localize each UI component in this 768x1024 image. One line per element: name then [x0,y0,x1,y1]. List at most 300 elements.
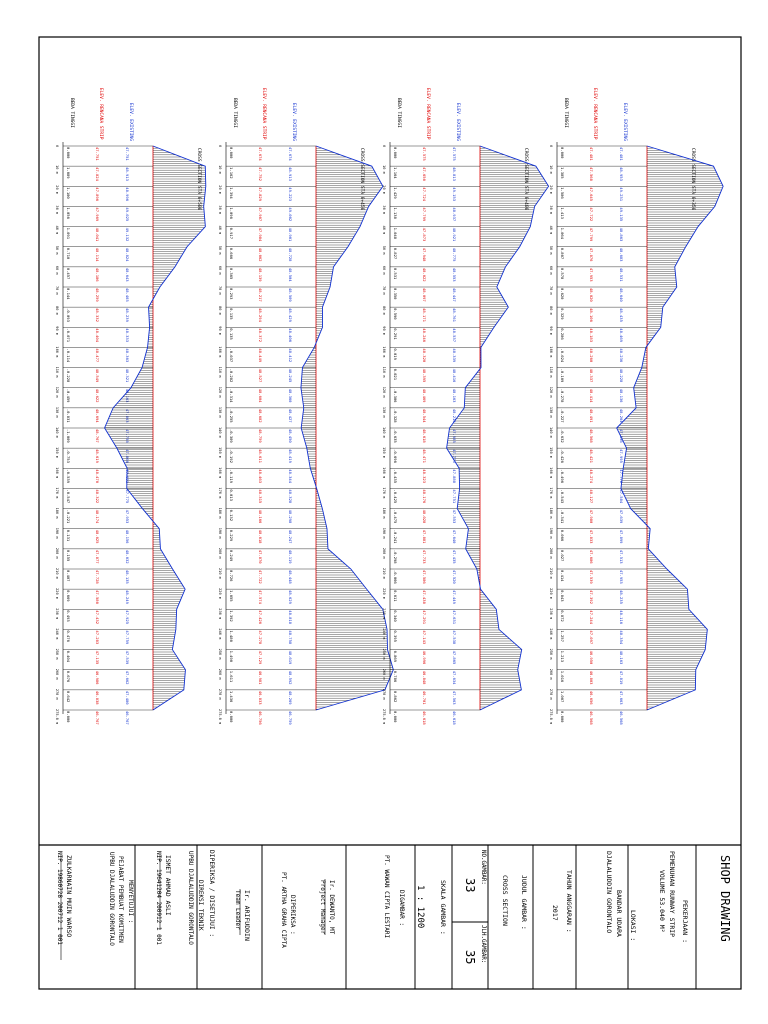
beda-tinggi-value: -0.459 [66,388,71,403]
beda-tinggi-value: 0.590 [393,308,398,320]
no-gambar-value: 33 [463,878,477,893]
elev-rencana-value: 48.020 [589,288,594,302]
shop-drawing-title: SHOP DRAWING [718,855,732,942]
station-offset: 210 m [549,568,553,579]
elev-existing-value: 47.983 [452,429,457,443]
beda-tinggi-value: 0.807 [560,247,565,260]
jlh-gambar-label: JLH.GAMBAR: [480,925,486,964]
elev-rencana-value: 48.622 [95,388,100,403]
elev-rencana-value: 47.392 [589,590,594,604]
elev-existing-value: 47.775 [125,489,130,504]
elev-rencana-value: 48.315 [258,489,263,504]
station-offset: 30 m [549,205,553,215]
beda-tinggi-value: -0.282 [229,368,234,383]
elev-rencana-value: 48.323 [422,469,427,484]
station-offset: 80 m [218,306,222,315]
elev-rencana-value: 46.756 [258,711,263,725]
elev-rencana-value: 48.568 [589,429,594,443]
elev-rencana-value: 46.848 [422,670,427,685]
section-title: CROSS SECTION STA 0+400 [523,148,528,211]
elev-existing-value: 48.504 [288,267,293,282]
elev-rencana-value: 47.833 [589,529,594,544]
elev-existing-value: 47.775 [452,449,457,463]
elev-existing-value: 48.416 [452,368,457,383]
elev-existing-value: 48.403 [125,288,130,302]
elev-existing-value: 48.447 [452,288,457,302]
beda-tinggi-value: 0.407 [66,570,71,582]
elev-rencana-value: 48.470 [95,469,100,484]
jlh-gambar-value: 35 [463,950,477,965]
beda-tinggi-value: -0.298 [393,549,398,564]
beda-tinggi-header: BEDA TINGGI [69,98,74,128]
elev-rencana-value: 47.135 [95,650,100,665]
station-offset: 180 m [55,507,59,519]
elev-existing-value: 46.759 [288,711,293,725]
station-offset: 260 m [55,668,59,680]
beda-tinggi-value: 1.016 [560,670,565,683]
beda-tinggi-value: -0.066 [393,570,398,584]
station-offset: 60 m [549,265,553,275]
digambar-label: DIGAMBAR : [398,890,405,927]
elev-rencana-value: 48.404 [95,328,100,343]
station-offset: 0 [55,145,59,148]
elev-existing-value: 48.298 [288,509,293,524]
elev-existing-value: 47.863 [125,408,130,423]
station-offset: 60 m [55,265,59,275]
beda-tinggi-value: 0.000 [560,147,565,159]
elev-rencana-value: 48.260 [589,348,594,363]
beda-tinggi-value: -0.037 [229,348,234,363]
elev-rencana-value: 48.322 [95,489,100,504]
tahun-label: TAHUN ANGGARAN : [565,870,573,933]
station-offset: 240 m [549,628,553,640]
elev-rencana-value: 47.824 [95,167,100,181]
beda-tinggi-value: 0.000 [229,147,234,159]
cross-section-2 [382,88,549,725]
elev-rencana-value: 46.767 [95,711,100,725]
beda-tinggi-value: 0.531 [393,267,398,280]
elev-existing-value: 48.119 [288,549,293,564]
beda-tinggi-value: 1.007 [560,690,565,703]
beda-tinggi-value: 0.786 [393,670,398,683]
cut-fill-hatching [447,146,548,709]
elev-existing-value: 47.639 [619,509,624,524]
station-offset: 90 m [382,326,386,335]
elev-rencana-value: 47.575 [422,147,427,161]
beda-tinggi-value: 1.429 [393,187,398,199]
station-offset: 150 m [382,447,386,458]
beda-tinggi-value: -0.547 [66,489,71,504]
station-offset: 250 m [382,648,386,660]
beda-tinggi-value: 1.055 [229,590,234,602]
beda-tinggi-value: 0.293 [229,288,234,300]
beda-tinggi-value: 0.286 [560,328,565,340]
elev-existing-value: 47.435 [452,549,457,564]
beda-tinggi-value: 1.385 [560,167,565,179]
station-offset: 220 m [382,588,386,599]
elev-rencana-value: 46.950 [589,650,594,665]
no-gambar-label: NO.GAMBAR: [480,850,486,885]
station-offset: 160 m [218,467,222,479]
elev-existing-value: 48.643 [125,267,130,282]
station-offset: 250 m [549,648,553,660]
elev-rencana-value: 47.829 [258,187,263,202]
station-offset: 170 m [382,487,386,499]
elev-existing-value: 48.247 [288,529,293,544]
lokasi-line2: DJALALUDDIN GORONTALO [605,851,613,934]
beda-tinggi-value: 1.394 [229,187,234,199]
elev-existing-value: 49.135 [619,207,624,222]
beda-tinggi-value: 1.490 [229,650,234,663]
beda-tinggi-value: 0.000 [66,711,71,723]
elev-rencana-value: 46.568 [589,711,594,725]
beda-tinggi-value: 0.666 [229,247,234,260]
station-offset: 110 m [218,366,222,378]
station-offset: 40 m [55,225,59,235]
elev-rencana-value: 48.174 [95,509,100,524]
disetujui-line2: UPBU DJALALUDDIN GORONTALO [187,851,194,945]
beda-tinggi-value: 0.144 [66,288,71,300]
elev-existing-value: 47.563 [452,690,457,705]
elev-existing-value: 48.640 [619,288,624,302]
elev-existing-value: 47.759 [125,630,130,645]
station-offset: 100 m [549,346,553,358]
elev-existing-value: 48.328 [288,489,293,504]
asli-nip: NIP. 19641204 200912 1 001 [155,851,162,945]
elev-rencana-value: 48.259 [95,288,100,302]
elev-rencana-value: 47.686 [589,549,594,564]
beda-tinggi-value: 1.164 [393,167,398,179]
judul-value: CROSS SECTION [501,875,509,926]
elev-rencana-value: 48.471 [422,449,427,463]
beda-tinggi-value: -0.221 [66,509,71,524]
elev-existing-value: 46.568 [619,711,624,725]
beda-tinggi-value: 1.257 [560,630,565,642]
beda-tinggi-value: 1.213 [560,650,565,663]
elev-existing-value: 47.631 [452,610,457,625]
elev-rencana-value: 47.876 [589,247,594,262]
elev-existing-value: 47.584 [619,489,624,504]
lokasi-line1: BANDAR UDARA [615,890,623,937]
beda-tinggi-value: 0.249 [229,549,234,562]
station-offset: 150 m [55,447,59,458]
beda-tinggi-value: 1.091 [66,227,71,240]
beda-tinggi-value: 0.843 [560,590,565,602]
elev-existing-value: 48.321 [125,368,130,383]
tahun-value: 2017 [551,905,559,921]
beda-tinggi-value: 1.096 [229,207,234,219]
elev-rencana-value: 47.752 [258,167,263,181]
elev-rencana-header: ELEV. RENCANA STRIP [425,88,430,140]
elev-existing-value: 48.775 [452,247,457,262]
cross-section-3 [549,88,723,725]
station-offset: 260 m [382,668,386,680]
elev-existing-value: 47.925 [125,610,130,625]
elev-rencana-value: 48.544 [422,408,427,423]
station-offset: 70 m [55,286,59,295]
station-offset: 10 m [218,165,222,174]
station-offset: 20 m [55,185,59,194]
beda-tinggi-value: -0.341 [560,509,565,524]
elev-rencana-value: 47.129 [258,650,263,665]
elev-rencana-value: 47.907 [258,207,263,222]
elev-rencana-value: 47.481 [589,147,594,161]
elev-existing-value: 47.751 [125,147,130,161]
elev-existing-value: 47.995 [619,449,624,463]
beda-tinggi-value: 0.676 [66,670,71,683]
station-offset: 210 m [218,568,222,579]
elev-existing-value: 48.953 [619,167,624,181]
elev-rencana-value: 46.981 [258,670,263,685]
station-offset: 90 m [549,326,553,335]
beda-tinggi-value: -0.475 [393,509,398,524]
elev-existing-value: 48.448 [288,570,293,584]
station-offset: 250 m [55,648,59,660]
elev-rencana-value: 48.025 [95,529,100,544]
elev-rencana-value: 46.986 [95,670,100,685]
station-offset: 110 m [55,366,59,378]
elev-existing-value: 48.937 [452,207,457,222]
elev-existing-value: 47.888 [452,469,457,484]
beda-tinggi-value: 0.135 [229,308,234,320]
beda-tinggi-value: -1.009 [66,429,71,443]
elev-existing-value: 48.450 [288,429,293,443]
beda-tinggi-value: -0.496 [560,469,565,484]
elev-existing-value: 47.866 [125,449,130,463]
station-offset: 170 m [549,487,553,499]
beda-tinggi-value: -0.192 [229,449,234,463]
elev-rencana-value: 47.291 [422,610,427,625]
beda-tinggi-header: BEDA TINGGI [232,98,237,128]
elev-existing-value: 48.339 [452,348,457,363]
beda-tinggi-value: -0.119 [229,469,234,484]
station-offset: 200 m [382,547,386,559]
elev-existing-value: 47.674 [288,147,293,161]
elev-rencana-value: 46.803 [589,670,594,685]
elev-existing-value: 48.913 [125,167,130,181]
elev-existing-value: 48.363 [125,348,130,363]
elev-rencana-value: 48.611 [258,449,263,463]
disetujui-line1: DIREKSI TEKNIK [197,880,204,931]
station-offset: 100 m [218,346,222,358]
station-offset: 40 m [549,225,553,235]
elev-rencana-value: 47.733 [422,549,427,564]
elev-rencana-value: 48.127 [589,489,594,504]
station-offset: 50 m [55,245,59,255]
elev-rencana-value: 48.332 [95,308,100,322]
elev-rencana-value: 47.574 [258,590,263,604]
elev-rencana-value: 47.568 [589,167,594,181]
station-offset: 0 [549,145,553,148]
beda-tinggi-value: 0.291 [393,328,398,340]
elev-existing-value: 47.481 [619,147,624,161]
station-offset: 150 m [218,447,222,458]
station-offset: 80 m [382,306,386,315]
elev-rencana-value: 47.948 [422,247,427,262]
titleblock-text [56,850,732,964]
elev-existing-value: 48.818 [288,610,293,625]
asli-name: ISMET AHMAD ASLI [164,855,171,916]
disetujui-label: DIPERIKSA / DISETUJUI : [208,850,215,938]
elev-rencana-value: 47.244 [589,610,594,625]
cross-section-0 [55,88,206,725]
beda-tinggi-value: -0.278 [560,388,565,403]
elev-rencana-value: 48.097 [422,288,427,302]
elev-existing-value: 48.236 [619,348,624,363]
beda-tinggi-value: -0.071 [66,328,71,343]
elev-existing-value: 48.163 [619,650,624,665]
beda-tinggi-value: 0.476 [66,630,71,642]
elev-existing-header: ELEV. EXISTING [455,103,460,141]
elev-existing-value: 48.683 [619,247,624,262]
station-offset: 190 m [549,527,553,539]
pm-role: Project Manager [319,880,326,935]
elev-existing-value: 48.269 [288,690,293,705]
elev-existing-value: 48.758 [288,630,293,645]
elev-rencana-value: 48.395 [422,368,427,383]
beda-tinggi-value: -0.241 [393,529,398,544]
beda-tinggi-value: -0.314 [229,388,234,403]
elev-rencana-value: 48.028 [422,509,427,524]
station-offset: 190 m [55,527,59,539]
station-offset: 60 m [382,265,386,275]
elev-rencana-value: 48.759 [258,429,263,443]
elev-rencana-value: 48.041 [95,227,100,242]
elev-rencana-value: 48.246 [422,328,427,343]
station-offset: 190 m [382,527,386,539]
station-offset: 130 m [549,406,553,418]
elev-rencana-value: 47.799 [589,227,594,242]
elev-existing-value: 48.264 [619,408,624,423]
elev-existing-value: 48.509 [288,288,293,302]
elev-existing-value: 47.513 [619,549,624,564]
elev-rencana-value: 48.604 [258,388,263,403]
beda-tinggi-value: -0.309 [229,429,234,443]
beda-tinggi-value: 0.000 [393,711,398,723]
elev-existing-value: 48.427 [288,408,293,423]
elev-rencana-value: 47.278 [258,630,263,645]
elev-rencana-value: 47.283 [95,630,100,645]
beda-tinggi-value: 0.021 [393,368,398,381]
beda-tinggi-value: 0.710 [66,247,71,260]
station-offset: 230 m [382,608,386,620]
beda-tinggi-value: -0.306 [393,388,398,403]
zulkarnain-nip: NIP. 19860728 200712 1 001 [56,851,63,945]
elev-rencana-value: 47.877 [95,549,100,564]
elev-rencana-value: 47.586 [422,570,427,584]
elev-existing-value: 48.863 [619,227,624,242]
elev-existing-value: 48.360 [288,388,293,403]
elev-existing-value: 47.449 [452,590,457,604]
beda-tinggi-value: 1.611 [229,670,234,683]
elev-existing-value: 49.132 [125,227,130,242]
station-offset: 180 m [218,507,222,519]
elev-existing-value: 48.163 [452,388,457,403]
station-offset: 20 m [382,185,386,194]
station-offset: 220 m [549,588,553,599]
elev-rencana-value: 47.751 [95,147,100,161]
station-offset: 70 m [549,286,553,295]
pm-name: Ir. DEWANTO, MT [328,880,335,935]
beda-tinggi-value: -0.024 [560,348,565,363]
station-offset: 190 m [218,527,222,539]
elev-existing-value: 48.116 [619,610,624,625]
elev-rencana-value: 47.969 [95,207,100,222]
elev-rencana-value: 48.294 [258,308,263,322]
station-offset: 270 m [382,688,386,700]
elev-existing-value: 47.819 [619,670,624,685]
elev-existing-value: 48.531 [619,267,624,282]
beda-tinggi-value: -0.109 [560,368,565,383]
elev-rencana-value: 47.881 [422,529,427,544]
beda-tinggi-value: 0.395 [393,630,398,642]
station-offset: 100 m [55,346,59,358]
elev-existing-value: 47.953 [125,509,130,524]
station-offset: 120 m [55,386,59,398]
elev-existing-value: 48.245 [288,368,293,383]
elev-rencana-value: 47.870 [258,549,263,564]
beda-tinggi-value: -0.435 [393,469,398,484]
elev-rencana-value: 48.139 [258,267,263,282]
station-offset: 140 m [218,427,222,438]
elev-existing-value: 47.758 [125,429,130,443]
elev-existing-value: 48.344 [288,469,293,484]
beda-tinggi-value: 0.872 [560,610,565,622]
zulkarnain-name: ZULKARNAIN MUIN WARSO [65,855,73,938]
station-offset: 170 m [218,487,222,499]
station-offset: 10 m [382,165,386,174]
elev-rencana-value: 47.432 [95,610,100,625]
cut-fill-hatching [105,146,206,709]
station-offset: 50 m [382,245,386,255]
elev-rencana-value: 48.491 [589,408,594,423]
beda-tinggi-value: -0.227 [560,408,565,423]
elev-existing-value: 48.333 [125,328,130,343]
beda-tinggi-value: -0.543 [560,489,565,504]
menyetujui-line2: UPBU DJALALUDDIN GORONTALO [108,852,115,946]
station-offset: 30 m [382,205,386,215]
station-offset: 275.8 m [549,709,553,725]
beda-tinggi-value: 0.000 [66,147,71,159]
elev-existing-value: 48.469 [619,328,624,343]
elev-existing-value: 47.662 [125,670,130,685]
station-offset: 230 m [549,608,553,620]
elev-rencana-value: 48.463 [258,469,263,484]
station-offset: 270 m [549,688,553,700]
beda-tinggi-value: -0.114 [66,348,71,363]
beda-tinggi-value: 0.027 [560,549,565,562]
elev-existing-value: 48.761 [452,308,457,322]
elev-existing-value: 48.592 [288,670,293,685]
elev-rencana-value: 48.183 [589,328,594,343]
station-offset: 160 m [55,467,59,479]
station-offset: 90 m [55,326,59,335]
elev-rencana-value: 48.337 [589,368,594,383]
elev-rencana-value: 47.873 [422,227,427,242]
station-offset: 80 m [549,306,553,315]
elev-rencana-value: 48.421 [589,449,594,463]
beda-tinggi-value: -0.753 [66,449,71,463]
section-title: CROSS SECTION STA 0+500 [196,148,201,211]
station-offset: 140 m [55,427,59,438]
elev-rencana-value: 48.372 [258,328,263,343]
station-offset: 40 m [382,225,386,235]
elev-rencana-value: 48.469 [422,388,427,403]
elev-existing-value: 47.539 [125,650,130,665]
elev-rencana-value: 47.580 [95,590,100,604]
beda-tinggi-value: 0.669 [66,590,71,602]
elev-existing-value: 48.156 [125,529,130,544]
